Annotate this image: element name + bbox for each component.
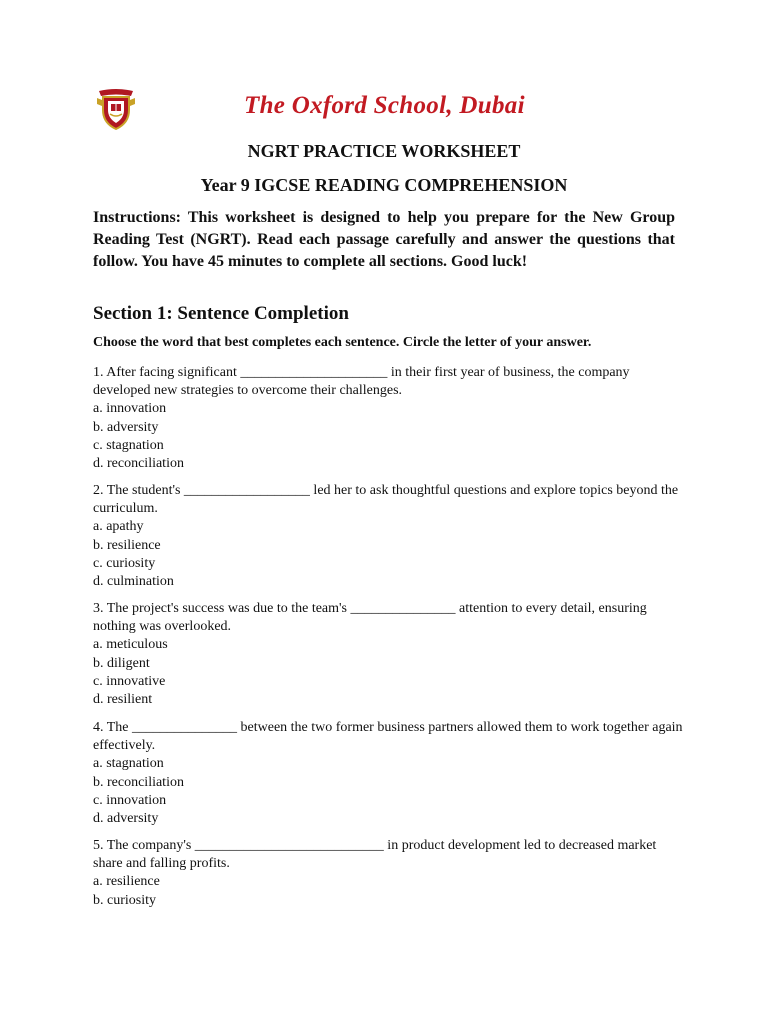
question-5 <box>93 837 683 910</box>
answer-option[interactable]: d. resilient <box>93 692 153 708</box>
question-text: 3. The project's success was due to the team's _______________ attention to every detail, ensuring nothing was overlooked. <box>93 601 647 635</box>
answer-option[interactable]: c. innovation <box>93 792 167 808</box>
school-name: The Oxford School, Dubai <box>244 92 525 119</box>
question-1 <box>93 364 683 473</box>
school-crest-icon <box>96 88 136 130</box>
answer-option[interactable]: c. curiosity <box>93 555 156 571</box>
answer-option[interactable]: b. curiosity <box>93 892 156 908</box>
answer-option[interactable]: a. apathy <box>93 519 144 535</box>
answer-option[interactable]: a. meticulous <box>93 637 168 653</box>
worksheet-subtitle: Year 9 IGCSE READING COMPREHENSION <box>200 175 568 195</box>
answer-option[interactable]: a. innovation <box>93 401 167 417</box>
answer-option[interactable]: d. reconciliation <box>93 456 184 472</box>
question-4 <box>93 719 683 828</box>
answer-option[interactable]: d. adversity <box>93 811 159 827</box>
question-text: 1. After facing significant _____________________ in their first year of business, the company developed new strategies to overcome their challenges. <box>93 365 630 399</box>
question-text: 2. The student's __________________ led her to ask thoughtful questions and explore topics beyond the curriculum. <box>93 483 679 517</box>
answer-option[interactable]: c. innovative <box>93 673 166 689</box>
answer-option[interactable]: c. stagnation <box>93 437 164 453</box>
answer-option[interactable]: a. resilience <box>93 874 160 890</box>
instructions-paragraph: Instructions: This worksheet is designed to help you prepare for the New Group Reading Test (NGRT). Read each passage carefully and answer the questions that follow. You have 45 minutes to complete all sections. Good luck! <box>93 209 675 270</box>
question-2 <box>93 482 683 591</box>
question-text: 4. The _______________ between the two former business partners allowed them to work together again effectively. <box>93 720 683 754</box>
section-heading: Section 1: Sentence Completion <box>93 303 349 324</box>
answer-option[interactable]: b. reconciliation <box>93 774 184 790</box>
school-header <box>96 88 716 132</box>
answer-option[interactable]: d. culmination <box>93 574 174 590</box>
question-3 <box>93 600 683 709</box>
answer-option[interactable]: b. resilience <box>93 537 161 553</box>
section-instruction: Choose the word that best completes each sentence. Circle the letter of your answer. <box>93 335 592 350</box>
answer-option[interactable]: b. adversity <box>93 419 159 435</box>
worksheet-title: NGRT PRACTICE WORKSHEET <box>247 141 521 161</box>
answer-option[interactable]: a. stagnation <box>93 756 164 772</box>
question-text: 5. The company's ___________________________ in product development led to decreased market share and falling profits. <box>93 838 657 872</box>
answer-option[interactable]: b. diligent <box>93 655 150 671</box>
